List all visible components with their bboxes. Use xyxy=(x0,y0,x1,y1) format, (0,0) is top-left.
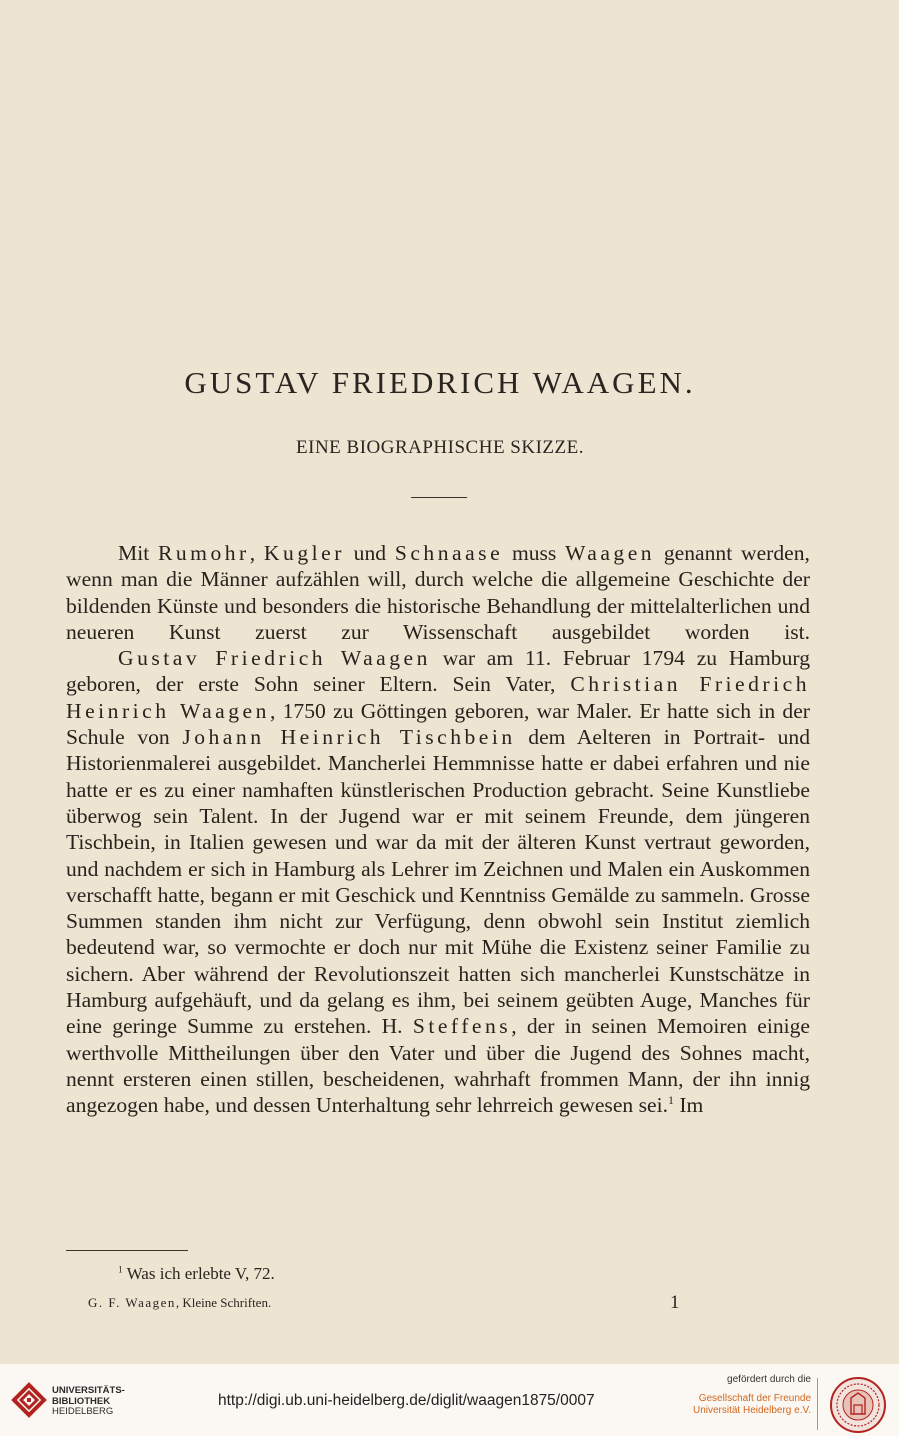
spaced-name: Kugler xyxy=(263,541,345,565)
page-subtitle: EINE BIOGRAPHISCHE SKIZZE. xyxy=(296,437,584,458)
spaced-name: Rumohr xyxy=(157,541,250,565)
spaced-name: Johann Heinrich Tischbein xyxy=(182,725,516,750)
spaced-name: Christian Friedrich Heinrich Waagen xyxy=(66,672,810,723)
sponsor-divider xyxy=(817,1378,818,1430)
paragraph-1 xyxy=(66,540,810,645)
sponsor-name-line1: Gesellschaft der Freunde xyxy=(698,1393,811,1404)
text-run: muss xyxy=(511,541,557,565)
signature-line xyxy=(88,1295,271,1311)
text-run: , der in seinen Memoiren einige werthvolle Mittheilungen über den Vater und über die Jugend des Sohnes macht, nennt ersteren einen stillen, bescheidenen, wahrhaft frommen Mann, der ihn innig angezogen habe, und dessen Unterhaltung sehr lehrreich gewesen sei. xyxy=(66,1014,810,1118)
footnote-marker: 1 xyxy=(118,1265,123,1276)
university-seal-icon xyxy=(827,1376,889,1434)
spaced-name: Gustav Friedrich Waagen xyxy=(118,646,431,671)
sponsor-prefix: gefördert durch die xyxy=(727,1374,811,1385)
text-run: genannt werden, wenn man die Männer aufzählen will, durch welche die allgemeine Geschichte der bildenden Künste und besonders die historische Behandlung der mittelalterlichen und neueren Kunst zuerst zur Wissenschaft ausgebildet worden ist. xyxy=(66,541,810,644)
text-run: Im xyxy=(679,1093,704,1118)
university-library-name[interactable] xyxy=(52,1386,125,1418)
text-run: Mit xyxy=(118,541,150,565)
footnote xyxy=(118,1264,275,1284)
sponsor-credit[interactable] xyxy=(693,1374,811,1417)
title-divider xyxy=(411,497,467,498)
signature-work: , Kleine Schriften. xyxy=(175,1295,272,1310)
footnote-divider xyxy=(66,1250,188,1251)
library-line: HEIDELBERG xyxy=(52,1406,114,1417)
sponsor-name-line2: Universität Heidelberg e.V. xyxy=(692,1405,811,1416)
text-run: und xyxy=(353,541,387,565)
permalink-url[interactable]: http://digi.ub.uni-heidelberg.de/diglit/waagen1875/0007 xyxy=(218,1392,595,1409)
body-text xyxy=(66,540,810,1119)
text-run: dem Aelteren in Portrait- und Historienmalerei ausgebildet. Mancherlei Hemmnisse hatte er dabei erfahren und nie hatte er es zu einer namhaften künstlerischen Production gebracht. Seine Kunstliebe überwog sein Talent. In der Jugend war er mit seinem Freunde, dem jüngeren Tischbein, in Italien gewesen und war da mit der älteren Kunst vertraut geworden, und nachdem er sich in Hamburg als Lehrer im Zeichnen und Malen ein Auskommen verschafft hatte, begann er mit Geschick und Kenntniss Gemälde zu sammeln. Grosse Summen standen ihm nicht zur Verfügung, denn obwohl sein Institut ziemlich bedeutend war, so vermochte er doch nur mit Mühe die Existenz seiner Familie zu sichern. Aber während der Revolutionszeit hatten sich mancherlei Kunstschätze in Hamburg aufgehäuft, und da gelang es ihm, bei seinem geübten Auge, Manches für eine geringe Summe zu erstehen. H. xyxy=(66,725,811,1039)
signature-author: G. F. Waagen xyxy=(88,1295,176,1310)
footnote-text: Was ich erlebte V, 72. xyxy=(126,1264,275,1283)
library-line: BIBLIOTHEK xyxy=(52,1395,111,1407)
spaced-name: Waagen xyxy=(565,541,656,565)
page-number: 1 xyxy=(670,1292,680,1313)
paragraph-2 xyxy=(66,645,810,1118)
university-library-logo-icon[interactable] xyxy=(10,1380,48,1420)
spaced-name: Steffens xyxy=(412,1014,512,1039)
footnote-reference: 1 xyxy=(668,1093,674,1108)
spaced-name: Schnaase xyxy=(394,541,504,565)
library-line: UNIVERSITÄTS- xyxy=(52,1385,125,1396)
text-run: , xyxy=(249,541,256,565)
text-run: war am 11. Februar 1794 zu Hamburg geboren, der erste Sohn seiner Eltern. Sein Vater, xyxy=(66,646,810,697)
text-run: , 1750 zu Göttingen geboren, war Maler. Er hatte sich in der Schule von xyxy=(66,698,811,750)
page-title: GUSTAV FRIEDRICH WAAGEN. xyxy=(184,365,696,400)
